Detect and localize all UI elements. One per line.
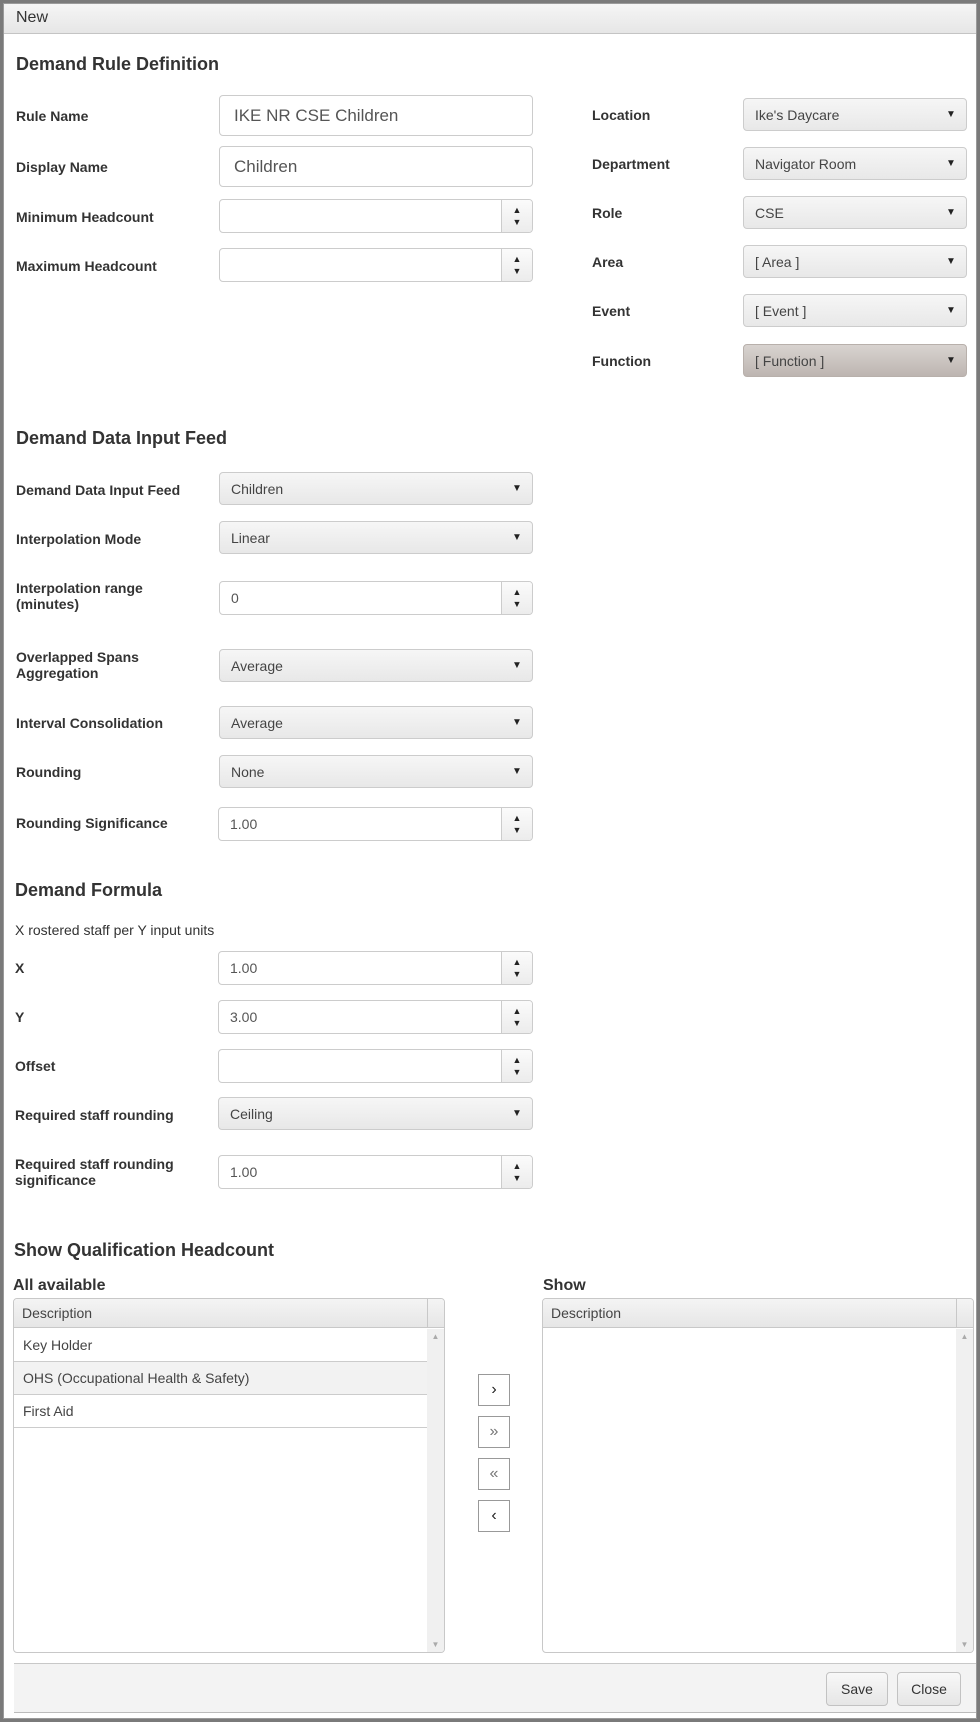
max-headcount-label: Maximum Headcount <box>16 258 157 274</box>
interpolation-range-label-line1: Interpolation range <box>16 580 143 596</box>
display-name-input[interactable] <box>219 146 533 187</box>
spin-up-icon[interactable]: ▲ <box>512 957 522 967</box>
interval-consolidation-value: Average <box>231 714 283 731</box>
save-button[interactable]: Save <box>826 1672 888 1706</box>
required-rounding-sig-label-line2: significance <box>15 1172 96 1188</box>
spin-down-icon[interactable]: ▼ <box>512 1067 522 1077</box>
section-heading-rule-definition: Demand Rule Definition <box>16 54 220 74</box>
description-column-header[interactable]: Description <box>22 1305 93 1321</box>
min-headcount-label: Minimum Headcount <box>16 209 154 225</box>
list-item[interactable]: First Aid <box>14 1395 427 1428</box>
chevron-down-icon: ▼ <box>946 305 956 316</box>
interpolation-mode-select[interactable] <box>219 521 533 554</box>
scroll-down-icon[interactable]: ▼ <box>431 1640 440 1649</box>
spin-down-icon[interactable]: ▼ <box>512 1018 522 1028</box>
interpolation-mode-value: Linear <box>231 529 270 546</box>
spin-down-icon[interactable]: ▼ <box>512 1173 522 1183</box>
min-headcount-value[interactable] <box>220 200 501 232</box>
show-title: Show <box>543 1277 586 1294</box>
role-label: Role <box>592 205 623 221</box>
available-list-body <box>14 1329 427 1652</box>
spin-up-icon[interactable]: ▲ <box>512 1055 522 1065</box>
min-headcount-spinner[interactable] <box>501 200 532 232</box>
feed-value: Children <box>231 480 284 497</box>
formula-description: X rostered staff per Y input units <box>15 922 215 938</box>
department-value: Navigator Room <box>755 155 857 172</box>
required-rounding-sig-stepper[interactable] <box>218 1155 533 1189</box>
scroll-up-icon[interactable]: ▲ <box>431 1332 440 1341</box>
rounding-label: Rounding <box>16 764 82 780</box>
overlapped-spans-label-line1: Overlapped Spans <box>16 649 139 665</box>
chevron-down-icon: ▼ <box>512 766 522 777</box>
chevron-down-icon: ▼ <box>512 717 522 728</box>
location-value: Ike's Daycare <box>755 106 840 123</box>
x-spinner[interactable] <box>501 952 532 984</box>
area-select[interactable] <box>743 245 967 278</box>
rounding-value: None <box>231 763 265 780</box>
move-all-right-button[interactable]: » <box>478 1416 510 1448</box>
overlapped-spans-value: Average <box>231 657 283 674</box>
x-value[interactable]: 1.00 <box>230 960 258 976</box>
spin-down-icon[interactable]: ▼ <box>512 266 522 276</box>
spin-up-icon[interactable]: ▲ <box>512 813 522 823</box>
min-headcount-stepper[interactable] <box>219 199 533 233</box>
event-label: Event <box>592 303 631 319</box>
chevron-down-icon: ▼ <box>946 158 956 169</box>
spin-down-icon[interactable]: ▼ <box>512 599 522 609</box>
required-rounding-value: Ceiling <box>230 1105 273 1122</box>
show-list-scrollbar[interactable] <box>956 1329 973 1652</box>
offset-spinner[interactable] <box>501 1050 532 1082</box>
list-item[interactable]: OHS (Occupational Health & Safety) <box>14 1362 427 1395</box>
location-label: Location <box>592 107 651 123</box>
function-label: Function <box>592 353 652 369</box>
rule-name-label: Rule Name <box>16 108 89 124</box>
interpolation-range-label <box>16 580 143 612</box>
offset-label: Offset <box>15 1058 56 1074</box>
interpolation-range-spinner[interactable] <box>501 582 532 614</box>
chevron-down-icon: ▼ <box>946 355 956 366</box>
x-stepper[interactable] <box>218 951 533 985</box>
spin-down-icon[interactable]: ▼ <box>512 969 522 979</box>
spin-up-icon[interactable]: ▲ <box>512 254 522 264</box>
scroll-down-icon[interactable]: ▼ <box>960 1640 969 1649</box>
y-stepper[interactable] <box>218 1000 533 1034</box>
feed-label: Demand Data Input Feed <box>16 482 181 498</box>
section-heading-input-feed: Demand Data Input Feed <box>16 428 228 448</box>
spin-down-icon[interactable]: ▼ <box>512 217 522 227</box>
show-list-header <box>543 1299 973 1328</box>
max-headcount-value[interactable] <box>220 249 501 281</box>
available-list-header <box>14 1299 444 1328</box>
header-gutter <box>956 1299 973 1327</box>
required-rounding-select[interactable] <box>218 1097 533 1130</box>
interpolation-mode-label: Interpolation Mode <box>16 531 142 547</box>
available-list-scrollbar[interactable] <box>427 1329 444 1652</box>
spin-up-icon[interactable]: ▲ <box>512 1006 522 1016</box>
rounding-select[interactable] <box>219 755 533 788</box>
y-label: Y <box>15 1009 25 1025</box>
close-button[interactable]: Close <box>897 1672 961 1706</box>
move-left-button[interactable]: ‹ <box>478 1500 510 1532</box>
interval-consolidation-label: Interval Consolidation <box>16 715 164 731</box>
overlapped-spans-label <box>16 649 139 681</box>
scroll-up-icon[interactable]: ▲ <box>960 1332 969 1341</box>
description-column-header[interactable]: Description <box>551 1305 622 1321</box>
header-gutter <box>427 1299 444 1327</box>
required-rounding-label: Required staff rounding <box>15 1107 174 1123</box>
max-headcount-stepper[interactable] <box>219 248 533 282</box>
role-value: CSE <box>755 204 784 221</box>
show-list-body <box>543 1329 956 1652</box>
overlapped-spans-label-line2: Aggregation <box>16 665 99 681</box>
chevron-down-icon: ▼ <box>946 256 956 267</box>
all-available-title: All available <box>13 1277 106 1294</box>
spin-down-icon[interactable]: ▼ <box>512 825 522 835</box>
dialog-title: New <box>4 4 976 34</box>
chevron-down-icon: ▼ <box>946 207 956 218</box>
area-label: Area <box>592 254 624 270</box>
function-select[interactable] <box>743 344 967 377</box>
section-heading-qualifications: Show Qualification Headcount <box>14 1240 275 1260</box>
display-name-value: Children <box>234 156 298 176</box>
area-value: [ Area ] <box>755 253 800 270</box>
move-right-button[interactable]: › <box>478 1374 510 1406</box>
chevron-down-icon: ▼ <box>512 660 522 671</box>
interpolation-range-stepper[interactable] <box>219 581 533 615</box>
rule-name-value: IKE NR CSE Children <box>234 105 399 125</box>
list-item[interactable]: Key Holder <box>14 1329 427 1362</box>
chevron-down-icon: ▼ <box>512 483 522 494</box>
chevron-down-icon: ▼ <box>512 1108 522 1119</box>
feed-select[interactable] <box>219 472 533 505</box>
required-rounding-sig-label-line1: Required staff rounding <box>15 1156 174 1172</box>
spin-up-icon[interactable]: ▲ <box>512 205 522 215</box>
y-value[interactable]: 3.00 <box>230 1009 258 1025</box>
rounding-significance-value[interactable]: 1.00 <box>230 816 258 832</box>
event-value: [ Event ] <box>755 302 807 319</box>
offset-value[interactable] <box>219 1050 501 1082</box>
role-select[interactable] <box>743 196 967 229</box>
x-label: X <box>15 960 25 976</box>
section-heading-formula: Demand Formula <box>15 880 163 900</box>
department-label: Department <box>592 156 670 172</box>
spin-up-icon[interactable]: ▲ <box>512 1161 522 1171</box>
interpolation-range-label-line2: (minutes) <box>16 596 79 612</box>
y-spinner[interactable] <box>501 1001 532 1033</box>
interpolation-range-value[interactable]: 0 <box>231 590 239 606</box>
offset-stepper[interactable] <box>218 1049 533 1083</box>
spin-up-icon[interactable]: ▲ <box>512 587 522 597</box>
function-value: [ Function ] <box>755 352 825 369</box>
chevron-down-icon: ▼ <box>512 532 522 543</box>
display-name-label: Display Name <box>16 159 108 175</box>
rounding-significance-spinner[interactable] <box>501 808 532 840</box>
required-rounding-sig-spinner[interactable] <box>501 1156 532 1188</box>
rule-name-input[interactable] <box>219 95 533 136</box>
department-select[interactable] <box>743 147 967 180</box>
required-rounding-sig-value[interactable]: 1.00 <box>230 1164 258 1180</box>
chevron-down-icon: ▼ <box>946 109 956 120</box>
rounding-significance-label: Rounding Significance <box>16 815 168 831</box>
rounding-significance-stepper[interactable] <box>218 807 533 841</box>
interval-consolidation-select[interactable] <box>219 706 533 739</box>
overlapped-spans-select[interactable] <box>219 649 533 682</box>
available-list[interactable] <box>13 1298 445 1653</box>
max-headcount-spinner[interactable] <box>501 249 532 281</box>
show-list[interactable] <box>542 1298 974 1653</box>
dialog-window <box>3 3 977 1719</box>
dialog-footer <box>14 1663 976 1713</box>
location-select[interactable] <box>743 98 967 131</box>
required-rounding-sig-label <box>15 1156 174 1188</box>
move-all-left-button[interactable]: « <box>478 1458 510 1490</box>
event-select[interactable] <box>743 294 967 327</box>
